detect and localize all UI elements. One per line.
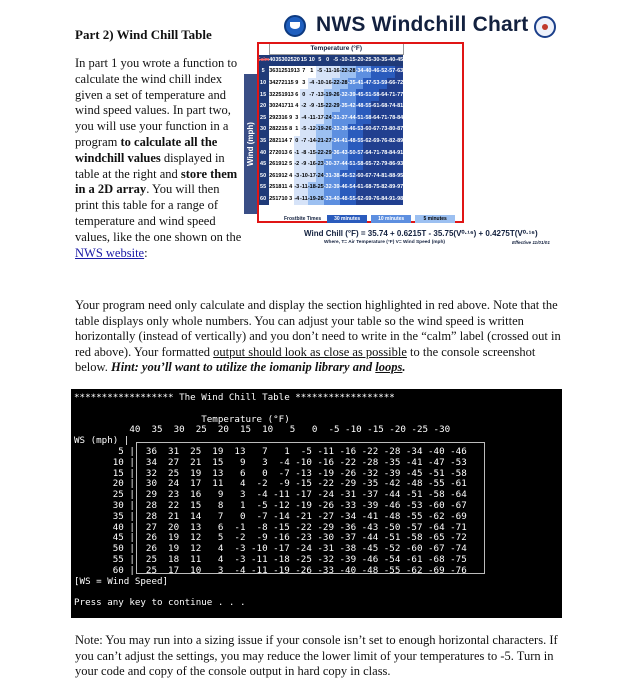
windchill-cell: -3: [294, 170, 300, 182]
windchill-formula: Wind Chill (°F) = 35.74 + 0.6215T - 35.75(V⁰·¹⁶) + 0.4275T(V⁰·¹⁶): [304, 229, 538, 238]
temperature-column-header: 20: [294, 55, 300, 67]
windchill-cell: -93: [395, 159, 403, 171]
windchill-cell: -37: [340, 112, 348, 124]
windchill-cell: -44: [348, 112, 356, 124]
temperature-column-header: 35: [275, 55, 281, 67]
windchill-cell: -22: [324, 101, 332, 113]
windchill-cell: 3: [294, 112, 300, 124]
windchill-cell: 6: [294, 89, 300, 101]
hint-end: .: [402, 360, 406, 375]
windchill-cell: -63: [395, 66, 403, 78]
wind-speed-cell: 45: [257, 159, 269, 171]
wind-speed-cell: 35: [257, 136, 269, 148]
windchill-cell: -25: [316, 182, 324, 194]
temperature-header: Temperature (°F): [269, 43, 403, 55]
windchill-cell: -74: [387, 101, 395, 113]
windchill-cell: 19: [275, 170, 281, 182]
para-text-1: Your program need only calculate and display the section highlighted in red above. Note that the table displays only whole numbers. You can adjust your table so the wind speed is written horizontally (instead of vertically) and you don’t need to write in the “calm” label (crossed out in red above). Your formatted: [75, 298, 561, 359]
temperature-column-header: -30: [371, 55, 379, 67]
temperature-column-header: 0: [324, 55, 332, 67]
windchill-cell: 22: [275, 124, 281, 136]
windchill-cell: -68: [379, 101, 387, 113]
windchill-cell: -22: [340, 66, 348, 78]
windchill-cell: -89: [395, 136, 403, 148]
windchill-cell: -36: [332, 147, 340, 159]
calm-label: Calm: [257, 55, 269, 67]
windchill-cell: 9: [294, 78, 300, 90]
legend-5-min: 5 minutes: [415, 215, 455, 223]
windchill-cell: -60: [356, 170, 364, 182]
legend-10-min: 10 minutes: [371, 215, 411, 223]
windchill-cell: -59: [379, 78, 387, 90]
wind-speed-cell: 50: [257, 170, 269, 182]
windchill-cell: 28: [269, 124, 275, 136]
windchill-cell: 3: [300, 78, 308, 90]
windchill-cell: -46: [340, 182, 348, 194]
intro-text-1: In part 1 you wrote a function to calculate the wind chill index given a set of temperature and wind speed values. In part two, you will use your function in a program: [75, 56, 238, 149]
windchill-cell: 12: [281, 159, 287, 171]
table-row: [257, 124, 403, 136]
windchill-cell: -58: [356, 159, 364, 171]
windchill-cell: -11: [324, 66, 332, 78]
windchill-cell: 26: [269, 159, 275, 171]
formula-where: Where, T= Air Temperature (°F) V= Wind Speed (mph): [324, 240, 446, 245]
windchill-cell: -61: [356, 182, 364, 194]
table-row: [257, 78, 403, 90]
windchill-cell: 10: [281, 194, 287, 206]
table-row: [257, 182, 403, 194]
windchill-cell: -33: [324, 194, 332, 206]
windchill-cell: -50: [348, 147, 356, 159]
windchill-cell: 0: [300, 89, 308, 101]
windchill-cell: -15: [308, 147, 316, 159]
hint-text-1: Hint: you’ll want to utilize the iomanip library and: [111, 360, 376, 375]
windchill-cell: -69: [363, 194, 371, 206]
windchill-cell: -51: [356, 112, 364, 124]
windchill-cell: -46: [348, 124, 356, 136]
windchill-cell: -16: [308, 159, 316, 171]
windchill-cell: -2: [300, 101, 308, 113]
windchill-cell: -80: [387, 124, 395, 136]
windchill-cell: -72: [371, 159, 379, 171]
windchill-cell: -89: [387, 182, 395, 194]
windchill-cell: -19: [324, 89, 332, 101]
wind-speed-cell: 55: [257, 182, 269, 194]
windchill-cell: -5: [300, 124, 308, 136]
windchill-cell: -14: [308, 136, 316, 148]
windchill-cell: -4: [300, 112, 308, 124]
windchill-cell: -16: [324, 78, 332, 90]
windchill-cell: -34: [356, 66, 364, 78]
windchill-cell: -71: [379, 112, 387, 124]
windchill-cell: -40: [363, 66, 371, 78]
windchill-cell: -53: [356, 124, 364, 136]
windchill-cell: -43: [340, 147, 348, 159]
windchill-cell: -61: [371, 101, 379, 113]
windchill-cell: 0: [294, 136, 300, 148]
windchill-cell: -54: [348, 182, 356, 194]
table-row: [257, 66, 403, 78]
windchill-cell: -47: [363, 78, 371, 90]
windchill-cell: 9: [288, 112, 294, 124]
windchill-cell: -41: [356, 78, 364, 90]
wind-speed-cell: 25: [257, 112, 269, 124]
windchill-cell: -51: [348, 159, 356, 171]
windchill-cell: -45: [340, 170, 348, 182]
windchill-cell: -28: [348, 66, 356, 78]
windchill-cell: -64: [379, 89, 387, 101]
wind-speed-cell: 15: [257, 89, 269, 101]
windchill-cell: -62: [363, 136, 371, 148]
windchill-cell: 1: [294, 124, 300, 136]
windchill-cell: 5: [288, 159, 294, 171]
windchill-cell: -53: [371, 78, 379, 90]
windchill-cell: -37: [332, 159, 340, 171]
windchill-cell: -55: [363, 101, 371, 113]
table-row: [257, 194, 403, 206]
windchill-cell: -24: [316, 170, 324, 182]
windchill-cell: 3: [288, 194, 294, 206]
windchill-cell: -58: [371, 89, 379, 101]
temperature-column-header: -45: [395, 55, 403, 67]
windchill-cell: -46: [371, 66, 379, 78]
windchill-cell: -16: [332, 66, 340, 78]
footer-note: Note: You may run into a sizing issue if your console isn’t set to enough horizontal characters. If you can’t adjust the settings, you may reduce the lower limit of your temperatures to -5. Turn in your code and copy of the console output in hard copy in class.: [75, 633, 558, 679]
windchill-cell: -9: [300, 159, 308, 171]
table-row: [257, 159, 403, 171]
windchill-cell: 24: [275, 101, 281, 113]
windchill-cell: 21: [275, 136, 281, 148]
windchill-cell: -71: [387, 89, 395, 101]
windchill-cell: 11: [281, 182, 287, 194]
temperature-column-header: 25: [288, 55, 294, 67]
windchill-cell: -84: [387, 147, 395, 159]
windchill-cell: 17: [275, 194, 281, 206]
windchill-cell: 13: [288, 89, 294, 101]
wind-speed-cell: 10: [257, 78, 269, 90]
windchill-cell: 4: [294, 101, 300, 113]
windchill-cell: 1: [308, 66, 316, 78]
windchill-cell: 7: [300, 66, 308, 78]
windchill-cell: 4: [288, 182, 294, 194]
windchill-cell: 34: [269, 78, 275, 90]
nws-windchill-chart: [244, 15, 556, 253]
temperature-column-header: 10: [308, 55, 316, 67]
windchill-cell: -26: [316, 194, 324, 206]
windchill-cell: 11: [288, 101, 294, 113]
windchill-cell: -71: [371, 147, 379, 159]
windchill-cell: -32: [324, 182, 332, 194]
windchill-cell: -87: [395, 124, 403, 136]
wind-speed-cell: 20: [257, 101, 269, 113]
windchill-cell: -65: [363, 159, 371, 171]
windchill-cell: -9: [308, 101, 316, 113]
windchill-cell: -76: [379, 136, 387, 148]
para-text-2: to the console screenshot below.: [75, 344, 536, 375]
windchill-cell: -78: [379, 147, 387, 159]
windchill-cell: -88: [387, 170, 395, 182]
temperature-column-header: -35: [379, 55, 387, 67]
windchill-cell: 31: [275, 66, 281, 78]
intro-bold-1: to calculate all the windchill values: [75, 134, 218, 165]
windchill-cell: -2: [294, 159, 300, 171]
windchill-cell: -76: [371, 194, 379, 206]
windchill-cell: 20: [275, 147, 281, 159]
windchill-cell: 25: [275, 89, 281, 101]
windchill-cell: -4: [308, 78, 316, 90]
noaa-seal-icon: [534, 16, 556, 38]
windchill-cell: 15: [281, 124, 287, 136]
windchill-cell: -19: [308, 194, 316, 206]
windchill-cell: 17: [281, 101, 287, 113]
windchill-cell: -18: [308, 182, 316, 194]
windchill-cell: 18: [275, 182, 281, 194]
windchill-cell: -26: [332, 89, 340, 101]
intro-text: [75, 56, 245, 261]
windchill-cell: -60: [363, 124, 371, 136]
windchill-cell: 12: [281, 170, 287, 182]
windchill-cell: 15: [288, 78, 294, 90]
table-row: [257, 170, 403, 182]
temperature-column-header: -40: [387, 55, 395, 67]
wind-speed-cell: 60: [257, 194, 269, 206]
windchill-cell: -24: [324, 112, 332, 124]
windchill-cell: -10: [316, 78, 324, 90]
windchill-cell: -35: [348, 78, 356, 90]
windchill-cell: -55: [348, 194, 356, 206]
windchill-cell: -72: [395, 78, 403, 90]
windchill-cell: -66: [387, 78, 395, 90]
windchill-cell: -95: [395, 170, 403, 182]
windchill-cell: -57: [356, 147, 364, 159]
instructions-paragraph: [75, 298, 565, 376]
windchill-cell: -38: [332, 170, 340, 182]
windchill-cell: -27: [324, 136, 332, 148]
windchill-cell: -32: [340, 89, 348, 101]
table-row: [257, 89, 403, 101]
windchill-cell: 4: [288, 170, 294, 182]
windchill-cell: -48: [348, 136, 356, 148]
windchill-cell: -15: [316, 101, 324, 113]
table-row: [257, 101, 403, 113]
windchill-cell: -8: [300, 147, 308, 159]
table-row: [257, 147, 403, 159]
windchill-cell: 36: [269, 66, 275, 78]
windchill-cell: -48: [356, 101, 364, 113]
windchill-cell: 25: [269, 182, 275, 194]
para-underline: output should look as close as possible: [213, 344, 407, 359]
windchill-cell: -40: [332, 194, 340, 206]
windchill-cell: -22: [316, 147, 324, 159]
table-row: [257, 136, 403, 148]
windchill-cell: -44: [340, 159, 348, 171]
windchill-cell: -39: [332, 182, 340, 194]
effective-date: Effective 11/01/01: [512, 240, 550, 245]
windchill-cell: 6: [288, 147, 294, 159]
windchill-cell: 23: [275, 112, 281, 124]
windchill-cell: -19: [316, 124, 324, 136]
hint-text: [111, 360, 406, 374]
windchill-cell: -29: [324, 147, 332, 159]
windchill-cell: -28: [340, 78, 348, 90]
windchill-cell: 13: [281, 147, 287, 159]
windchill-cell: -10: [300, 170, 308, 182]
wind-speed-cell: 40: [257, 147, 269, 159]
frostbite-legend: [284, 215, 455, 223]
chart-title: NWS Windchill Chart: [316, 13, 529, 36]
table-corner: [257, 43, 269, 55]
windchill-cell: -17: [316, 112, 324, 124]
windchill-cell: -22: [332, 78, 340, 90]
windchill-cell: -86: [387, 159, 395, 171]
windchill-cell: -52: [348, 170, 356, 182]
windchill-table: [257, 42, 404, 205]
intro-text-2: displayed in table at the right and: [75, 150, 225, 181]
part-title: Part 2) Wind Chill Table: [75, 27, 212, 42]
windchill-cell: -7: [300, 136, 308, 148]
hint-loops: loops: [375, 360, 403, 375]
legend-30-min: 30 minutes: [327, 215, 367, 223]
intro-bold-2: store them in a 2D array: [75, 166, 238, 197]
windchill-cell: -13: [316, 89, 324, 101]
console-text: ****************** The Wind Chill Table ****************** Temperature (°F) 40 35 30 25 20 15 10 5 0 -5 -10 -15 -20 -25 -30 WS (mph) | 5 | 36 31 25 19 13 7 1 -5 -11 -16 -22 -28 -34 -40 -46 10 | 34 27 21 15 9 3 -4 -10 -16 -22 -28 -35 -41 -47 -53 15 | 32 25 19 13 6 0 -7 -13 -19 -26 -32 -39 -45 -51 -58 20 | 30 24 17 11 4 -2 -9 -15 -22 -29 -35 -42 -48 -55 -61 25 | 29 23 16 9 3 -4 -11 -17 -24 -31 -37 -44 -51 -58 -64 30 | 28 22 15 8 1 -5 -12 -19 -26 -33 -39 -46 -53 -60 -67 35 | 28 21 14 7 0 -7 -14 -21 -27 -34 -41 -48 -55 -62 -69 40 | 27 20 13 6 -1 -8 -15 -22 -29 -36 -43 -50 -57 -64 -71 45 | 26 19 12 5 -2 -9 -16 -23 -30 -37 -44 -51 -58 -65 -72 50 | 26 19 12 4 -3 -10 -17 -24 -31 -38 -45 -52 -60 -67 -74 55 | 25 18 11 4 -3 -11 -18 -25 -32 -39 -46 -54 -61 -68 -75 60 | 25 17 10 3 -4 -11 -19 -26 -33 -40 -48 -55 -62 -69 -76 [WS = Wind Speed] Press any key to continue . . .: [74, 392, 467, 609]
temperature-column-header: 30: [281, 55, 287, 67]
intro-text-3: . You will then print this table for a range of temperature and wind speed values, like the one shown on the: [75, 182, 242, 244]
temperature-column-header: 40: [269, 55, 275, 67]
windchill-cell: -34: [332, 136, 340, 148]
windchill-cell: -81: [379, 170, 387, 182]
windchill-cell: -1: [294, 147, 300, 159]
windchill-cell: -7: [308, 89, 316, 101]
windchill-cell: -48: [340, 194, 348, 206]
windchill-cell: -30: [324, 159, 332, 171]
windchill-cell: -69: [371, 136, 379, 148]
windchill-cell: 19: [275, 159, 281, 171]
windchill-cell: 8: [288, 124, 294, 136]
windchill-cell: 19: [288, 66, 294, 78]
windchill-cell: -97: [395, 182, 403, 194]
windchill-cell: -5: [316, 66, 324, 78]
windchill-cell: 7: [288, 136, 294, 148]
windchill-cell: -11: [308, 112, 316, 124]
windchill-cell: 21: [281, 78, 287, 90]
windchill-cell: -64: [371, 112, 379, 124]
windchill-cell: 29: [269, 112, 275, 124]
windchill-cell: -74: [371, 170, 379, 182]
windchill-cell: 28: [269, 136, 275, 148]
windchill-cell: -82: [379, 182, 387, 194]
temperature-column-header: 5: [316, 55, 324, 67]
windchill-cell: 30: [269, 101, 275, 113]
windchill-cell: -55: [356, 136, 364, 148]
windchill-cell: -29: [332, 101, 340, 113]
windchill-cell: -82: [387, 136, 395, 148]
windchill-cell: -67: [363, 170, 371, 182]
windchill-cell: 13: [294, 66, 300, 78]
windchill-cell: -12: [308, 124, 316, 136]
windchill-cell: -68: [363, 182, 371, 194]
windchill-cell: -67: [371, 124, 379, 136]
windchill-cell: 26: [269, 170, 275, 182]
windchill-cell: -17: [308, 170, 316, 182]
console-output: [71, 389, 562, 618]
windchill-cell: -51: [363, 89, 371, 101]
temperature-column-header: -5: [332, 55, 340, 67]
windchill-cell: 32: [269, 89, 275, 101]
windchill-cell: -31: [332, 112, 340, 124]
wind-speed-cell: 5: [257, 66, 269, 78]
windchill-cell: -39: [340, 124, 348, 136]
windchill-cell: -11: [300, 194, 308, 206]
windchill-cell: -35: [340, 101, 348, 113]
wind-axis-label: Wind (mph): [244, 74, 257, 214]
windchill-cell: -91: [395, 147, 403, 159]
windchill-cell: -91: [387, 194, 395, 206]
windchill-cell: -84: [379, 194, 387, 206]
legend-title: Frostbite Times: [284, 216, 322, 222]
windchill-cell: -42: [348, 101, 356, 113]
nws-logo-icon: [284, 15, 306, 37]
table-row: [257, 112, 403, 124]
windchill-cell: 14: [281, 136, 287, 148]
temperature-column-header: -25: [363, 55, 371, 67]
windchill-cell: -64: [363, 147, 371, 159]
windchill-cell: -78: [387, 112, 395, 124]
windchill-cell: 25: [281, 66, 287, 78]
temperature-column-header: -15: [348, 55, 356, 67]
windchill-cell: 16: [281, 112, 287, 124]
windchill-cell: -26: [324, 124, 332, 136]
windchill-cell: 27: [269, 147, 275, 159]
windchill-cell: -33: [332, 124, 340, 136]
intro-text-4: :: [144, 245, 148, 260]
windchill-cell: -98: [395, 194, 403, 206]
windchill-cell: -58: [363, 112, 371, 124]
temperature-column-header: -10: [340, 55, 348, 67]
temperature-column-header: -20: [356, 55, 364, 67]
temperature-column-header: 15: [300, 55, 308, 67]
windchill-cell: -75: [371, 182, 379, 194]
windchill-cell: -23: [316, 159, 324, 171]
windchill-cell: -77: [395, 89, 403, 101]
windchill-cell: -4: [294, 194, 300, 206]
windchill-cell: -57: [387, 66, 395, 78]
windchill-cell: -79: [379, 159, 387, 171]
windchill-cell: -39: [348, 89, 356, 101]
windchill-cell: 25: [269, 194, 275, 206]
windchill-cell: -45: [356, 89, 364, 101]
wind-speed-cell: 30: [257, 124, 269, 136]
windchill-cell: -21: [316, 136, 324, 148]
windchill-cell: -73: [379, 124, 387, 136]
windchill-cell: -84: [395, 112, 403, 124]
windchill-cell: -81: [395, 101, 403, 113]
windchill-cell: -41: [340, 136, 348, 148]
windchill-cell: -52: [379, 66, 387, 78]
windchill-cell: -11: [300, 182, 308, 194]
windchill-cell: -62: [356, 194, 364, 206]
windchill-cell: 27: [275, 78, 281, 90]
windchill-cell: 19: [281, 89, 287, 101]
nws-website-link[interactable]: NWS website: [75, 245, 145, 260]
windchill-cell: -31: [324, 170, 332, 182]
windchill-cell: -3: [294, 182, 300, 194]
